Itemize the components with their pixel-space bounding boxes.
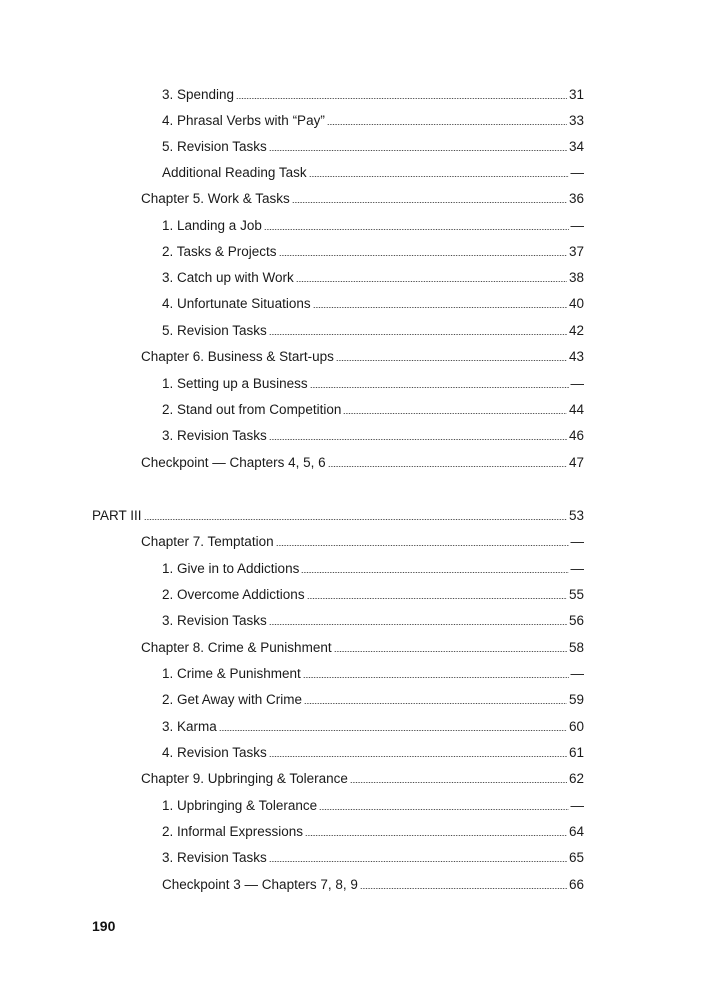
- toc-entry-title: Chapter 7. Temptation: [141, 534, 274, 549]
- toc-entry-page: 60: [568, 719, 584, 734]
- toc-entry-page: 36: [568, 191, 584, 206]
- toc-entry-title: 2. Get Away with Crime: [162, 692, 303, 707]
- toc-entry: [141, 767, 584, 787]
- toc-entry: [162, 424, 584, 444]
- toc-entry: [162, 372, 584, 392]
- toc-entry: [141, 451, 584, 471]
- toc-entry-title: 4. Unfortunate Situations: [162, 296, 311, 311]
- toc-entry-title: 1. Upbringing & Tolerance: [162, 798, 318, 813]
- toc-leader-dots: [269, 756, 567, 757]
- toc-leader-dots: [334, 651, 567, 652]
- toc-entry-title: 2. Informal Expressions: [162, 824, 304, 839]
- toc-entry-title: 3. Revision Tasks: [162, 428, 267, 443]
- toc-entry: [141, 636, 584, 656]
- toc-entry-page: 62: [568, 771, 584, 786]
- toc-entry-title: 5. Revision Tasks: [162, 139, 267, 154]
- toc-entry: [141, 530, 584, 550]
- toc-leader-dots: [264, 229, 569, 230]
- toc-entry-page: —: [570, 218, 584, 233]
- toc-entry-title: Chapter 6. Business & Start-ups: [141, 349, 334, 364]
- toc-entry-page: 42: [568, 323, 584, 338]
- toc-entry-page: 33: [568, 113, 584, 128]
- toc-entry-title: Additional Reading Task: [162, 165, 307, 180]
- toc-leader-dots: [269, 334, 567, 335]
- toc-leader-dots: [343, 413, 567, 414]
- toc-entry-title: 3. Spending: [162, 87, 235, 102]
- toc-entry-page: 46: [568, 428, 584, 443]
- toc-entry: [162, 135, 584, 155]
- toc-entry: [162, 266, 584, 286]
- toc-leader-dots: [276, 545, 569, 546]
- toc-leader-dots: [307, 598, 567, 599]
- toc-leader-dots: [305, 835, 567, 836]
- toc-leader-dots: [328, 466, 567, 467]
- toc-entry-page: 34: [568, 139, 584, 154]
- toc-entry-page: 58: [568, 640, 584, 655]
- toc-entry-title: Chapter 9. Upbringing & Tolerance: [141, 771, 348, 786]
- toc-entry-title: 4. Phrasal Verbs with “Pay”: [162, 113, 325, 128]
- toc-entry-title: 1. Give in to Addictions: [162, 561, 300, 576]
- toc-leader-dots: [292, 202, 567, 203]
- toc-entry: [162, 583, 584, 603]
- toc-entry: [141, 345, 584, 365]
- toc-entry-title: 2. Stand out from Competition: [162, 402, 342, 417]
- toc-entry: [162, 292, 584, 312]
- toc-entry-page: —: [570, 376, 584, 391]
- toc-leader-dots: [310, 387, 569, 388]
- toc-entry-title: Chapter 8. Crime & Punishment: [141, 640, 332, 655]
- toc-entry-title: Checkpoint — Chapters 4, 5, 6: [141, 455, 326, 470]
- toc-leader-dots: [269, 861, 567, 862]
- toc-leader-dots: [269, 624, 567, 625]
- toc-entry-page: 40: [568, 296, 584, 311]
- toc-entry: [162, 609, 584, 629]
- toc-entry-page: —: [570, 666, 584, 681]
- toc-entry: [162, 109, 584, 129]
- toc-leader-dots: [303, 677, 569, 678]
- toc-entry: [92, 504, 584, 524]
- toc-entry-title: 1. Setting up a Business: [162, 376, 308, 391]
- toc-leader-dots: [360, 888, 567, 889]
- toc-entry: [162, 83, 584, 103]
- toc-entry: [162, 715, 584, 735]
- toc-entry-page: 44: [568, 402, 584, 417]
- toc-entry-title: 3. Karma: [162, 719, 217, 734]
- toc-entry: [162, 161, 584, 181]
- toc-leader-dots: [319, 809, 568, 810]
- toc-entry-title: Chapter 5. Work & Tasks: [141, 191, 290, 206]
- toc-entry-page: 53: [568, 508, 584, 523]
- toc-entry-page: 61: [568, 745, 584, 760]
- toc-entry-title: 1. Landing a Job: [162, 218, 262, 233]
- toc-entry-title: 2. Overcome Addictions: [162, 587, 305, 602]
- toc-leader-dots: [279, 255, 567, 256]
- toc-entry: [162, 820, 584, 840]
- toc-entry-page: 64: [568, 824, 584, 839]
- toc-entry-page: —: [570, 534, 584, 549]
- toc-entry: [162, 240, 584, 260]
- toc-entry-title: Checkpoint 3 — Chapters 7, 8, 9: [162, 877, 358, 892]
- toc-entry-title: PART III: [92, 508, 142, 523]
- page-number: 190: [92, 918, 116, 934]
- toc-entry-page: 31: [568, 87, 584, 102]
- toc-leader-dots: [336, 360, 567, 361]
- toc-entry-title: 3. Revision Tasks: [162, 613, 267, 628]
- toc-leader-dots: [309, 176, 569, 177]
- toc-entry-page: 66: [568, 877, 584, 892]
- toc-entry-title: 3. Revision Tasks: [162, 850, 267, 865]
- toc-entry-page: 47: [568, 455, 584, 470]
- toc-entry: [162, 873, 584, 893]
- toc-entry-page: 37: [568, 244, 584, 259]
- toc-leader-dots: [301, 572, 568, 573]
- toc-entry: [162, 398, 584, 418]
- toc-entry-page: 38: [568, 270, 584, 285]
- toc-leader-dots: [236, 98, 567, 99]
- toc-entry-page: —: [570, 165, 584, 180]
- toc-entry: [141, 187, 584, 207]
- toc-leader-dots: [144, 519, 567, 520]
- toc-entry: [162, 319, 584, 339]
- toc-entry-page: 56: [568, 613, 584, 628]
- toc-entry-page: —: [570, 561, 584, 576]
- toc-entry-title: 2. Tasks & Projects: [162, 244, 277, 259]
- toc-entry: [162, 688, 584, 708]
- toc-entry: [162, 794, 584, 814]
- toc-leader-dots: [219, 730, 567, 731]
- toc-entry: [162, 846, 584, 866]
- toc-entry-title: 1. Crime & Punishment: [162, 666, 301, 681]
- toc-leader-dots: [350, 782, 567, 783]
- toc-leader-dots: [304, 703, 567, 704]
- toc-entry: [162, 557, 584, 577]
- toc-entry-page: —: [570, 798, 584, 813]
- toc-entry-page: 59: [568, 692, 584, 707]
- toc-entry: [162, 662, 584, 682]
- toc-entry-title: 4. Revision Tasks: [162, 745, 267, 760]
- toc-entry-title: 5. Revision Tasks: [162, 323, 267, 338]
- toc-entry-page: 65: [568, 850, 584, 865]
- toc-entry-title: 3. Catch up with Work: [162, 270, 294, 285]
- toc-leader-dots: [269, 150, 567, 151]
- toc-entry-page: 43: [568, 349, 584, 364]
- toc-leader-dots: [313, 307, 567, 308]
- toc-leader-dots: [327, 124, 567, 125]
- toc-leader-dots: [269, 439, 567, 440]
- toc-entry-page: 55: [568, 587, 584, 602]
- toc-leader-dots: [296, 281, 567, 282]
- toc-entry: [162, 214, 584, 234]
- toc-entry: [162, 741, 584, 761]
